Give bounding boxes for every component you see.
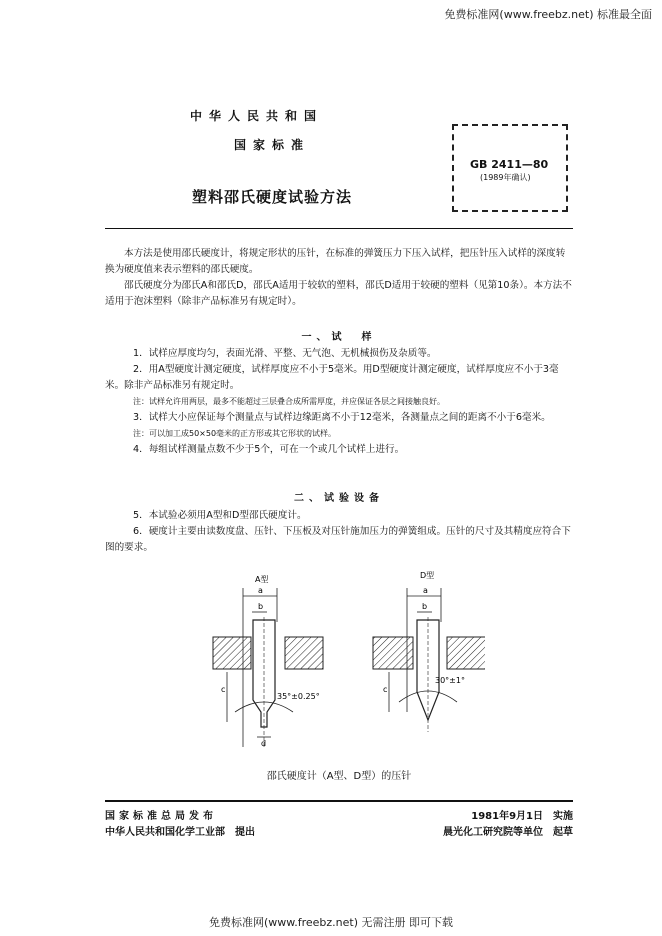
type-d-indenter <box>373 586 485 732</box>
angle-a-label: 35°±0.25° <box>277 692 320 701</box>
section-heading: 二、试验设备 <box>294 493 384 504</box>
standard-type-heading: 国家标准 <box>234 138 311 152</box>
dim-c-label: c <box>383 685 388 694</box>
section-heading: 一、试 样 <box>301 332 377 343</box>
type-a-indenter <box>213 586 323 748</box>
header-divider <box>105 228 573 229</box>
bottom-banner: 免费标准网(www.freebz.net) 无需注册 即可下载 <box>208 916 454 929</box>
footer-divider <box>105 800 573 802</box>
section2-body <box>105 508 573 556</box>
clause-item: 3．试样大小应保证每个测量点与试样边缘距离不小于12毫米，各测量点之间的距离不小于6毫米。 <box>133 412 551 423</box>
dim-a-label: a <box>258 586 263 595</box>
proposer: 中华人民共和国化学工业部 提出 <box>105 827 255 838</box>
figure-caption: 邵氏硬度计（A型、D型）的压针 <box>266 771 412 782</box>
dim-b-label: b <box>422 602 428 611</box>
drafter: 晨光化工研究院等单位 起草 <box>443 827 573 838</box>
dim-c-label: c <box>221 685 226 694</box>
document-title: 塑料邵氏硬度试验方法 <box>192 188 353 206</box>
intro-paragraph: 邵氏硬度分为邵氏A和邵氏D，邵氏A适用于较软的塑料，邵氏D适用于较硬的塑料（见第10条）。本方法不适用于泡沫塑料（除非产品标准另有规定时）。 <box>105 280 572 307</box>
section1-body <box>105 346 573 458</box>
effective-date: 1981年9月1日 实施 <box>471 811 573 822</box>
standard-confirm-note: (1989年确认) <box>480 173 531 182</box>
clause-item: 5．本试验必须用A型和D型邵氏硬度计。 <box>133 510 307 521</box>
dim-b-label: b <box>258 602 264 611</box>
top-banner: 免费标准网(www.freebz.net) 标准最全面 <box>444 8 652 21</box>
dim-a-label: a <box>423 586 428 595</box>
issuer: 国家标准总局发布 <box>105 811 217 822</box>
angle-d-label: 30°±1° <box>435 676 465 685</box>
intro-text <box>105 246 573 310</box>
intro-paragraph: 本方法是使用邵氏硬度计，将规定形状的压针，在标准的弹簧压力下压入试样，把压针压入试样的深度转换为硬度值来表示塑料的邵氏硬度。 <box>105 248 566 275</box>
clause-item: 1．试样应厚度均匀，表面光滑、平整、无气泡、无机械损伤及杂质等。 <box>133 348 437 359</box>
clause-note: 注：试样允许用两层，最多不能超过三层叠合成所需厚度，并应保证各层之间接触良好。 <box>133 397 445 406</box>
standard-number: GB 2411—80 <box>470 158 549 171</box>
clause-item: 6．硬度计主要由读数度盘、压针、下压板及对压针施加压力的弹簧组成。压针的尺寸及其精度应符合下图的要求。 <box>105 526 571 553</box>
dim-d-label: d <box>261 739 267 748</box>
country-heading: 中华人民共和国 <box>190 109 324 123</box>
clause-note: 注：可以加工成50×50毫米的正方形或其它形状的试样。 <box>133 429 337 438</box>
indenter-figure <box>195 562 485 762</box>
clause-item: 2．用A型硬度计测定硬度，试样厚度应不小于5毫米。用D型硬度计测定硬度，试样厚度应不小于3毫米。除非产品标准另有规定时。 <box>105 364 559 391</box>
type-a-label: A型 <box>255 575 269 584</box>
type-d-label: D型 <box>420 571 435 580</box>
clause-item: 4．每组试样测量点数不少于5个，可在一个或几个试样上进行。 <box>133 444 405 455</box>
